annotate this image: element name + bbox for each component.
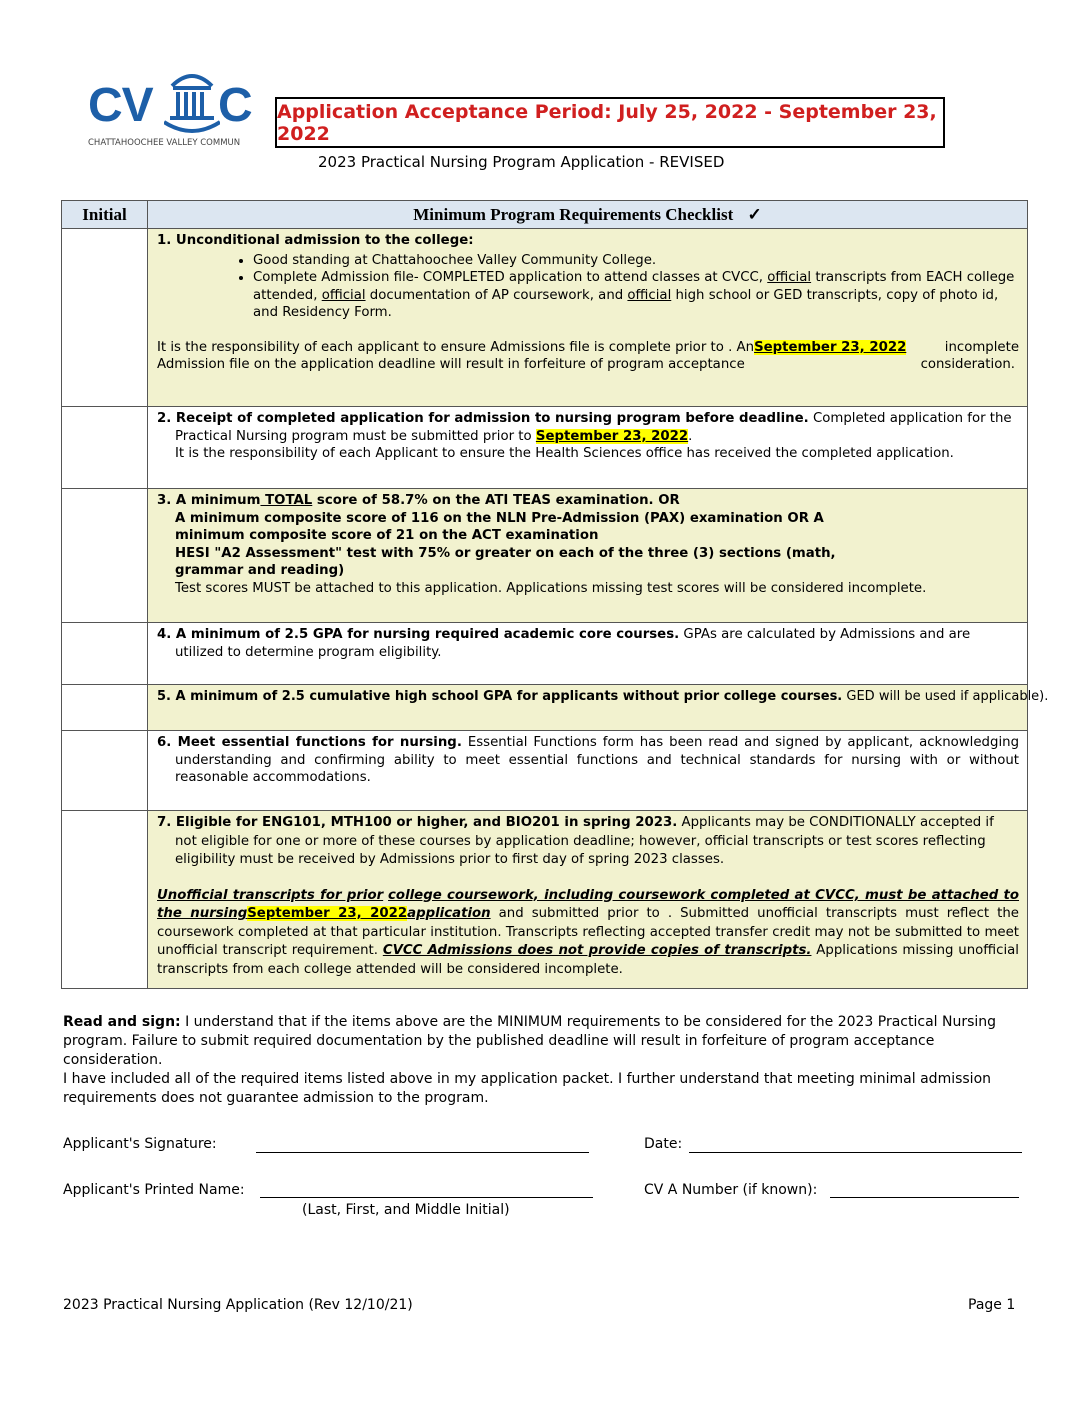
rotunda-icon	[164, 64, 220, 136]
unofficial-transcripts-text: application	[407, 906, 491, 921]
cva-number-field[interactable]	[830, 1197, 1019, 1198]
requirement-1	[148, 229, 1028, 407]
requirement-7-paragraph	[157, 887, 1019, 980]
deadline-date-highlight: September 23, 2022	[535, 428, 689, 444]
requirement-3	[148, 489, 1028, 623]
logo-subtitle: CHATTAHOOCHEE VALLEY COMMUN	[88, 138, 241, 148]
requirement-3-line: grammar and reading)	[175, 563, 345, 578]
table-row	[62, 407, 1028, 489]
requirement-3-note: Test scores MUST be attached to this application. Applications missing test scores will be considered incomplete.	[175, 580, 927, 596]
table-row	[62, 623, 1028, 685]
requirement-7	[148, 811, 1028, 989]
requirement-1-bullets	[157, 252, 1019, 322]
table-row	[62, 731, 1028, 811]
cva-number-label: CV A Number (if known):	[644, 1182, 818, 1198]
logo-letters-right: C	[218, 79, 253, 132]
requirement-7-text: Applicants may be CONDITIONALLY accepted if not eligible for one or more of these courses by application deadline; however, official transcripts or test scores reflecting eligibility must be received by Admissions prior to first day of spring 2023 classes.	[175, 815, 994, 867]
read-sign-text: I have included all of the required items listed above in my application packet. I further understand that meeting minimal admission requirements does not guarantee admission to the program.	[63, 1071, 992, 1106]
total-underlined: TOTAL	[260, 493, 313, 508]
paragraph-text: It is the responsibility of each applicant to ensure Admissions file is complete prior to . An	[157, 339, 755, 355]
deadline-date-highlight: September 23, 2022	[247, 906, 408, 921]
date-field[interactable]	[689, 1152, 1022, 1153]
bullet-text: Complete Admission file- COMPLETED application to attend classes at CVCC,	[253, 270, 768, 285]
requirement-1-paragraph-line2	[157, 356, 1019, 374]
requirement-3-heading: 3. A minimum	[157, 493, 261, 508]
bullet-text: high school or GED transcripts, copy of photo id, and Residency Form.	[253, 287, 999, 320]
unofficial-transcripts-text: Unofficial transcripts for prior	[157, 887, 384, 903]
table-row	[62, 229, 1028, 407]
initial-cell-7[interactable]	[62, 811, 148, 989]
read-sign-label: Read and sign:	[63, 1014, 181, 1030]
requirements-checklist-table	[61, 200, 1049, 989]
requirement-2-heading: 2. Receipt of completed application for admission to nursing program before deadline.	[157, 411, 809, 426]
acceptance-period-text: Application Acceptance Period: July 25, 2022 - September 23, 2022	[277, 100, 937, 145]
requirement-7-text: Applications missing unofficial transcripts from each college attended will be considered incomplete.	[157, 943, 1019, 977]
college-logo	[86, 64, 262, 152]
initial-cell-4[interactable]	[62, 623, 148, 685]
list-item	[253, 252, 1019, 270]
initial-cell-1[interactable]	[62, 229, 148, 407]
initial-cell-2[interactable]	[62, 407, 148, 489]
printed-name-field[interactable]	[260, 1197, 593, 1198]
initial-cell-5[interactable]	[62, 685, 148, 731]
read-sign-text: I understand that if the items above are the MINIMUM requirements to be considered for the 2023 Practical Nursing program. Failure to submit required documentation by the published deadline will result in forfeiture of program acceptance consideration.	[63, 1014, 997, 1068]
requirement-5	[148, 685, 1049, 731]
requirement-4	[148, 623, 1028, 685]
paragraph-text: Admission file on the application deadline will result in forfeiture of program acceptance	[157, 357, 745, 372]
bullet-text: documentation of AP coursework, and	[365, 287, 628, 303]
requirement-2-text: .	[688, 428, 693, 444]
official-underlined: official	[767, 270, 812, 285]
requirement-7-heading: 7. Eligible for ENG101, MTH100 or higher, and BIO201 in spring 2023.	[157, 815, 678, 830]
initial-cell-6[interactable]	[62, 731, 148, 811]
requirement-4-heading: 4. A minimum of 2.5 GPA for nursing required academic core courses.	[157, 627, 680, 642]
requirement-2-note: It is the responsibility of each Applicant to ensure the Health Sciences office has received the completed application.	[175, 446, 954, 461]
requirements-column-header	[148, 201, 1028, 229]
bullet-text: transcripts from EACH college attended,	[253, 270, 1015, 303]
requirement-4-text: GPAs are calculated by Admissions and are utilized to determine program eligibility.	[175, 627, 971, 660]
requirement-2-text: Completed application for the Practical Nursing program must be submitted prior to	[175, 411, 1012, 444]
date-label: Date:	[644, 1136, 683, 1152]
requirement-3-line: HESI "A2 Assessment" test with 75% or greater on each of the three (3) sections (math,	[175, 545, 836, 561]
requirement-6-heading: 6. Meet essential functions for nursing.	[157, 735, 462, 750]
requirement-1-heading: 1. Unconditional admission to the college:	[157, 233, 474, 248]
name-format-hint: (Last, First, and Middle Initial)	[302, 1202, 510, 1218]
requirement-7-text: and submitted prior to . Submitted unofficial transcripts must reflect the coursework completed at that particular institution. Transcripts reflecting accepted transfer credit may not be submitted to meet unofficial transcript requirement.	[157, 906, 1019, 958]
requirement-6-text: Essential Functions form has been read and signed by applicant, acknowledging understanding and confirming ability to meet essential functions and technical standards for nursing with or without reasonable accommodations.	[175, 735, 1020, 785]
unofficial-transcripts-text: college coursework, including coursework completed at CVCC, must be attached to the nursing	[157, 887, 1020, 921]
initial-column-header: Initial	[62, 201, 148, 229]
table-row	[62, 811, 1028, 989]
table-header-row	[62, 201, 1028, 229]
read-and-sign-section	[63, 1013, 1023, 1108]
requirement-3-heading: score of 58.7% on the ATI TEAS examination. OR	[312, 493, 680, 508]
printed-name-label: Applicant's Printed Name:	[63, 1182, 245, 1198]
paragraph-text: consideration.	[920, 357, 1015, 372]
table-row	[62, 685, 1028, 731]
applicant-signature-label: Applicant's Signature:	[63, 1136, 217, 1152]
checkmark-icon: ✓	[747, 204, 762, 224]
page-number: Page 1	[968, 1297, 1016, 1313]
initial-cell-3[interactable]	[62, 489, 148, 623]
requirement-1-paragraph-line1	[157, 339, 1019, 357]
requirements-header-label: Minimum Program Requirements Checklist	[413, 204, 734, 224]
requirement-5-text: GED will be used if applicable).	[842, 689, 1049, 704]
official-underlined: official	[321, 287, 366, 303]
requirement-6	[148, 731, 1028, 811]
footer-revision: 2023 Practical Nursing Application (Rev 12/10/21)	[63, 1297, 413, 1313]
applicant-signature-field[interactable]	[256, 1152, 589, 1153]
requirement-2	[148, 407, 1028, 489]
requirement-3-line: minimum composite score of 21 on the ACT examination	[175, 528, 599, 543]
list-item	[253, 269, 1019, 322]
bullet-text: Good standing at Chattahoochee Valley Community College.	[253, 252, 657, 268]
official-underlined: official	[627, 287, 672, 303]
paragraph-text: incomplete	[944, 339, 1019, 355]
form-title: 2023 Practical Nursing Program Application - REVISED	[318, 153, 725, 171]
table-row	[62, 489, 1028, 623]
no-copies-notice: CVCC Admissions does not provide copies of transcripts.	[382, 943, 812, 958]
logo-letters-left: CV	[88, 79, 153, 132]
requirement-3-line: A minimum composite score of 116 on the NLN Pre-Admission (PAX) examination OR A	[175, 510, 824, 526]
requirement-5-heading: 5. A minimum of 2.5 cumulative high school GPA for applicants without prior college courses.	[157, 689, 843, 704]
deadline-date-highlight: September 23, 2022	[754, 339, 907, 355]
acceptance-period-box	[275, 97, 945, 148]
